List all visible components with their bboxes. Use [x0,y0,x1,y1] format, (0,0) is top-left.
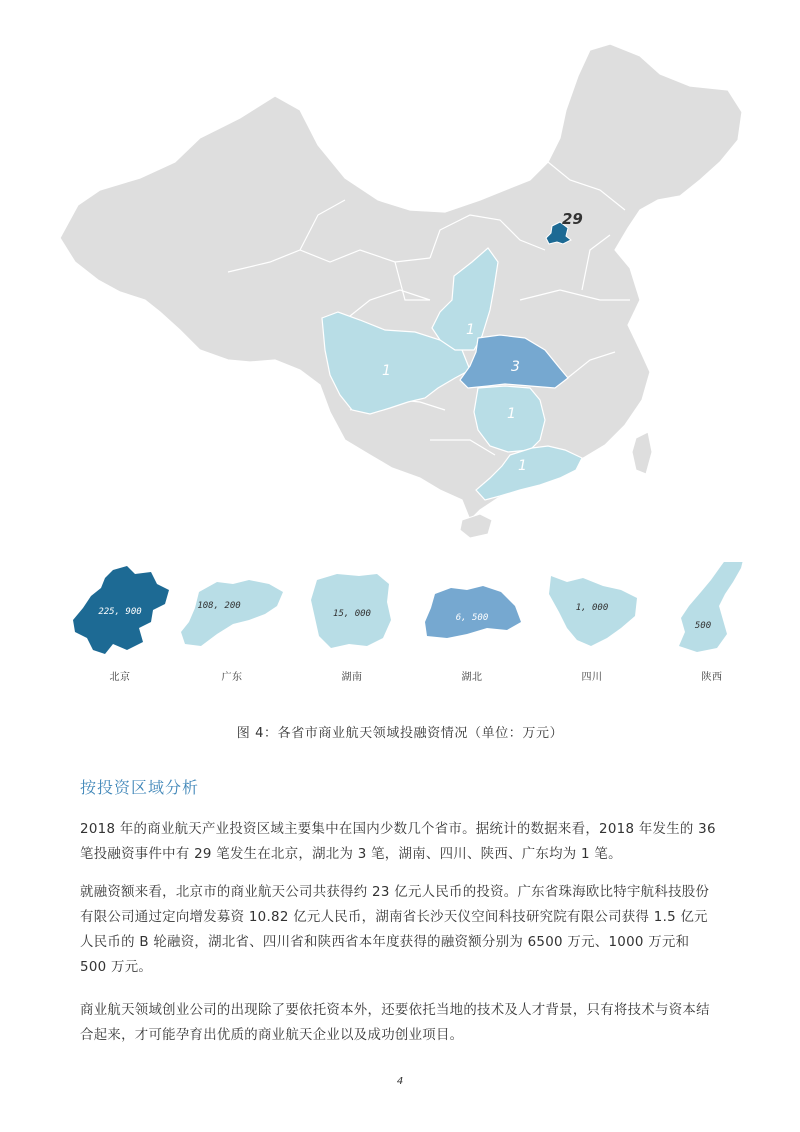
map-taiwan [632,432,652,474]
thumbnail-guangdong-label: 广东 [221,672,243,683]
thumbnail-guangdong-region [181,580,283,646]
thumbnail-sichuan-label: 四川 [581,672,603,683]
thumbnail-guangdong [177,562,287,683]
paragraph-3: 商业航天领域创业公司的出现除了要依托资本外，还要依托当地的技术及人才背景，只有将技术与资本结合起来，才可能孕育出优质的商业航天企业以及成功创业项目。 [80,1003,710,1043]
thumbnail-sichuan-value: 1, 000 [575,603,609,613]
thumbnail-shaanxi [657,562,767,683]
map-label-hubei: 3 [511,359,520,375]
china-investment-map [0,0,800,560]
thumbnail-hubei [417,562,527,683]
thumbnail-hunan-shape [297,562,407,662]
thumbnail-guangdong-shape [177,562,287,662]
page-number: 4 [396,1076,404,1087]
thumbnail-shaanxi-region [679,562,745,652]
thumbnail-beijing [65,562,175,683]
figure-caption: 图 4：各省市商业航天领域投融资情况（单位：万元） [236,726,564,741]
thumbnail-hubei-region [425,586,521,638]
thumbnail-beijing-shape [65,562,175,662]
thumbnail-beijing-label: 北京 [109,672,131,683]
thumbnail-hunan-label: 湖南 [341,672,363,683]
thumbnail-shaanxi-label: 陕西 [701,672,723,683]
thumbnail-beijing-value: 225, 900 [98,607,142,617]
map-label-hunan: 1 [507,406,516,422]
thumbnail-shaanxi-shape [657,562,767,662]
map-hainan [460,514,492,538]
thumbnail-sichuan [537,562,647,683]
thumbnail-guangdong-value: 108, 200 [197,601,241,611]
thumbnail-hunan-value: 15, 000 [333,609,371,619]
thumbnail-sichuan-shape [537,562,647,662]
thumbnail-hubei-shape [417,562,527,662]
map-label-guangdong: 1 [518,458,527,474]
section-heading: 按投资区域分析 [80,778,200,797]
thumbnail-hubei-label: 湖北 [461,672,483,683]
map-label-shaanxi: 1 [466,322,475,338]
paragraph-1: 2018 年的商业航天产业投资区域主要集中在国内少数几个省市。据统计的数据来看，2018 年发生的 36 笔投融资事件中有 29 笔发生在北京，湖北为 3 笔，湖南、四川、陕西、广东均为 1 笔。 [80,822,716,862]
thumbnail-hubei-value: 6, 500 [455,613,489,623]
thumbnail-hunan [297,562,407,683]
thumbnail-shaanxi-value: 500 [694,621,712,631]
paragraph-2: 就融资额来看，北京市的商业航天公司共获得约 23 亿元人民币的投资。广东省珠海欧比特宇航科技股份有限公司通过定向增发募资 10.82 亿元人民币，湖南省长沙天仪空间科技研究院有限公司获得 1.5 亿元人民币的 B 轮融资，湖北省、四川省和陕西省本年度获得的融资额分别为 6500 万元、1000 万元和 500 万元。 [80,885,710,975]
map-label-beijing: 29 [562,210,583,228]
map-label-sichuan: 1 [382,363,391,379]
